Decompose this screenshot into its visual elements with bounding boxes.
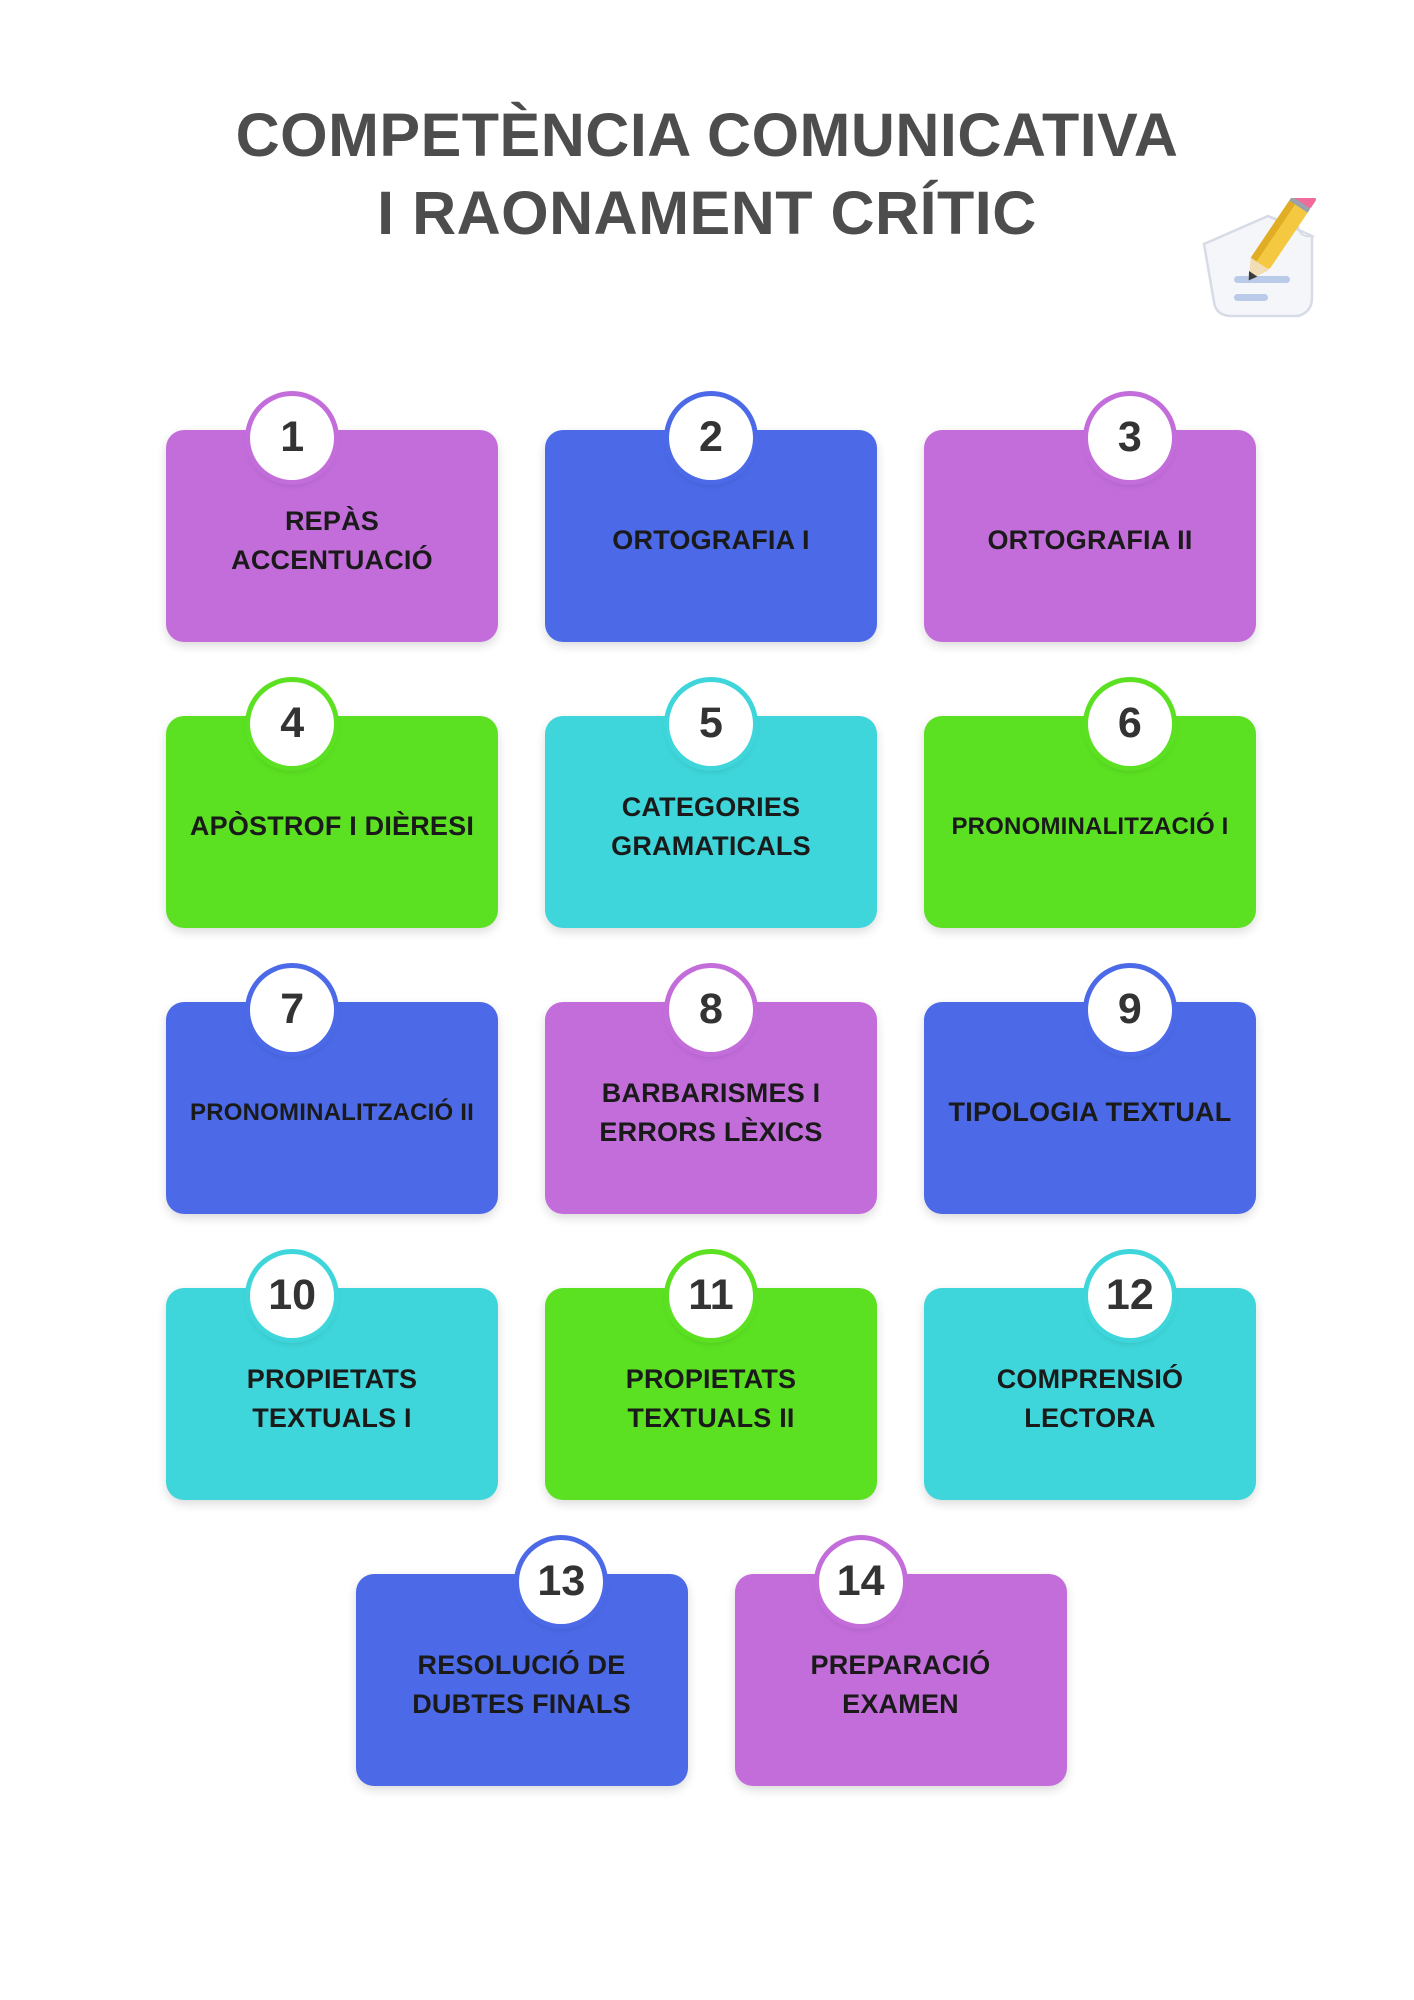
- module-number: 2: [699, 412, 723, 461]
- module-card-label: ORTOGRAFIA I: [612, 525, 810, 556]
- module-number-badge-11: [669, 1254, 753, 1338]
- module-number-badge-6: [1088, 682, 1172, 766]
- module-card-label: COMPRENSIÓ LECTORA: [996, 1363, 1184, 1433]
- module-cell: [166, 984, 498, 1214]
- module-number: 6: [1117, 698, 1142, 747]
- page-title-line-1: COMPETÈNCIA COMUNICATIVA: [235, 101, 1179, 169]
- module-card-label: PROPIETATS TEXTUALS II: [625, 1363, 797, 1433]
- module-number: 13: [537, 1556, 586, 1605]
- module-number: 14: [836, 1556, 885, 1605]
- module-number: 12: [1105, 1270, 1154, 1319]
- module-card-7[interactable]: [166, 1002, 498, 1214]
- module-cell: [545, 698, 877, 928]
- module-number-badge-1: [250, 396, 334, 480]
- module-number: 4: [280, 698, 305, 747]
- module-card-label: PRONOMINALITZACIÓ I: [951, 812, 1229, 840]
- module-cell: [924, 1270, 1256, 1500]
- module-number: 5: [699, 698, 723, 747]
- module-card-14[interactable]: [735, 1574, 1067, 1786]
- module-card-label: TIPOLOGIA TEXTUAL: [948, 1097, 1232, 1128]
- module-number-badge-9: [1088, 968, 1172, 1052]
- module-cell: [545, 1270, 877, 1500]
- module-number: 8: [699, 984, 723, 1033]
- module-cell: [166, 1270, 498, 1500]
- module-row-2: [166, 698, 1256, 928]
- module-card-label: PRONOMINALITZACIÓ II: [190, 1098, 474, 1126]
- module-card-12[interactable]: [924, 1288, 1256, 1500]
- module-card-label: BARBARISMES I ERRORS LÈXICS: [599, 1077, 823, 1147]
- module-card-label: RESOLUCIÓ DE DUBTES FINALS: [412, 1649, 631, 1719]
- module-number: 1: [280, 412, 305, 461]
- module-card-label: PROPIETATS TEXTUALS I: [246, 1363, 418, 1433]
- module-cell: [735, 1556, 1067, 1786]
- module-row-4: [166, 1270, 1256, 1500]
- module-card-label: APÒSTROF I DIÈRESI: [189, 811, 475, 842]
- module-row-5: [166, 1556, 1256, 1786]
- module-grid: [166, 412, 1256, 1786]
- module-card-label: REPÀS ACCENTUACIÓ: [231, 505, 433, 575]
- module-card-4[interactable]: [166, 716, 498, 928]
- module-number-badge-10: [250, 1254, 334, 1338]
- module-number-badge-5: [669, 682, 753, 766]
- module-number: 11: [688, 1270, 734, 1319]
- module-number: 9: [1117, 984, 1142, 1033]
- module-card-9[interactable]: [924, 1002, 1256, 1214]
- module-card-label: ORTOGRAFIA II: [987, 525, 1193, 556]
- module-cell: [166, 698, 498, 928]
- module-card-label: CATEGORIES GRAMATICALS: [611, 791, 811, 861]
- module-card-1[interactable]: [166, 430, 498, 642]
- module-cell: [356, 1556, 688, 1786]
- module-cell: [924, 412, 1256, 642]
- module-number: 3: [1117, 412, 1142, 461]
- module-cell: [545, 412, 877, 642]
- module-cell: [166, 412, 498, 642]
- page-title-line-2: I RAONAMENT CRÍTIC: [377, 179, 1037, 248]
- module-cell: [924, 984, 1256, 1214]
- module-card-6[interactable]: [924, 716, 1256, 928]
- module-number-badge-4: [250, 682, 334, 766]
- module-number-badge-3: [1088, 396, 1172, 480]
- pencil-notepad-icon: [1172, 198, 1332, 328]
- module-row-1: [166, 412, 1256, 642]
- module-number-badge-2: [669, 396, 753, 480]
- module-card-3[interactable]: [924, 430, 1256, 642]
- module-card-10[interactable]: [166, 1288, 498, 1500]
- module-number-badge-7: [250, 968, 334, 1052]
- module-cell: [924, 698, 1256, 928]
- module-number-badge-12: [1088, 1254, 1172, 1338]
- module-row-3: [166, 984, 1256, 1214]
- module-number: 10: [268, 1270, 317, 1319]
- module-number: 7: [280, 984, 305, 1033]
- module-card-label: PREPARACIÓ EXAMEN: [810, 1649, 991, 1719]
- module-cell: [545, 984, 877, 1214]
- module-number-badge-8: [669, 968, 753, 1052]
- module-number-badge-13: [519, 1540, 603, 1624]
- module-card-13[interactable]: [356, 1574, 688, 1786]
- module-number-badge-14: [819, 1540, 903, 1624]
